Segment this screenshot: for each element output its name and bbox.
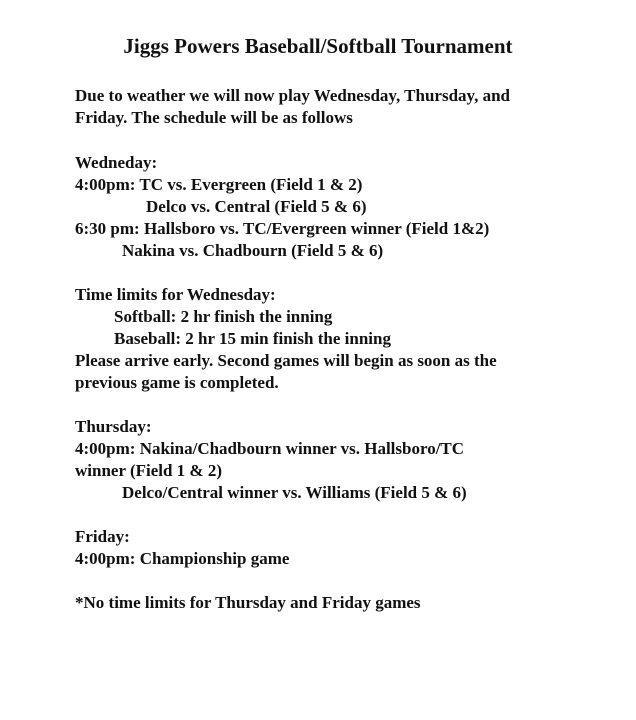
softball-limit: Softball: 2 hr finish the inning	[114, 307, 333, 326]
arrival-note-line-2: previous game is completed.	[75, 373, 279, 392]
footnote: *No time limits for Thursday and Friday games	[75, 593, 421, 612]
intro-line-2: Friday. The schedule will be as follows	[75, 108, 353, 127]
wednesday-game-1: 4:00pm: TC vs. Evergreen (Field 1 & 2)	[75, 175, 363, 194]
thursday-heading: Thursday:	[75, 417, 152, 436]
thursday-game-2: Delco/Central winner vs. Williams (Field 5 & 6)	[122, 483, 467, 502]
friday-heading: Friday:	[75, 527, 130, 546]
wednesday-game-2: Delco vs. Central (Field 5 & 6)	[146, 197, 367, 216]
thursday-game-1-line-2: winner (Field 1 & 2)	[75, 461, 223, 480]
wednesday-game-3: 6:30 pm: Hallsboro vs. TC/Evergreen winner (Field 1&2)	[75, 219, 490, 238]
time-limits-heading: Time limits for Wednesday:	[75, 285, 276, 304]
wednesday-game-4: Nakina vs. Chadbourn (Field 5 & 6)	[122, 241, 384, 260]
friday-game-1: 4:00pm: Championship game	[75, 549, 290, 568]
arrival-note-line-1: Please arrive early. Second games will begin as soon as the	[75, 351, 497, 370]
wednesday-heading: Wedneday:	[75, 153, 158, 172]
baseball-limit: Baseball: 2 hr 15 min finish the inning	[114, 329, 391, 348]
thursday-game-1-line-1: 4:00pm: Nakina/Chadbourn winner vs. Hallsboro/TC	[75, 439, 465, 458]
intro-line-1: Due to weather we will now play Wednesday, Thursday, and	[75, 86, 511, 105]
page-title: Jiggs Powers Baseball/Softball Tournament	[123, 34, 513, 58]
